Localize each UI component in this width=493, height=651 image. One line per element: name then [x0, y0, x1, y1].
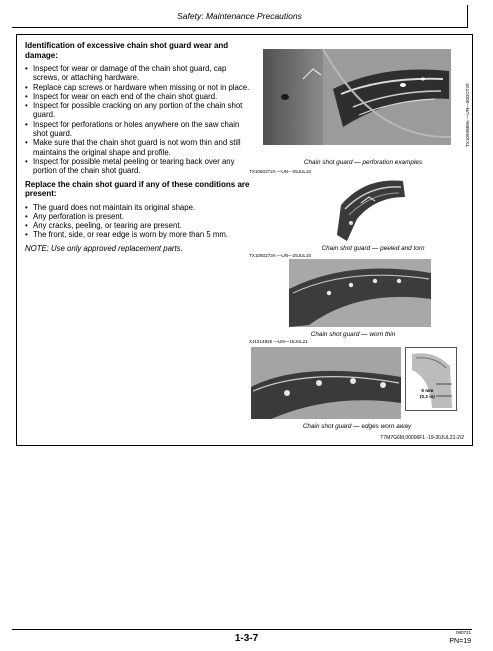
list-item: • Any perforation is present. [25, 212, 253, 221]
perforation-photo [263, 49, 451, 145]
revision-code: 080721 [455, 630, 471, 635]
list-item: • Inspect for perforations or holes anywhere on the saw chain shot guard. [25, 120, 253, 139]
text-column [25, 41, 253, 253]
figure-ref-1: TX1060272A —UN—25JUL10 [249, 169, 312, 174]
dimension-mm: 5 mm [421, 388, 434, 393]
section-title-identification: Identification of excessive chain shot guard wear and damage: [25, 41, 229, 60]
figure-ref-3: XJ1314825 —UN—15JUL21 [249, 339, 308, 344]
section-title-replace: Replace the chain shot guard if any of these conditions are present: [25, 179, 250, 199]
list-item: • Inspect for possible cracking on any portion of the chain shot guard. [25, 101, 253, 120]
figure-ref-side: TX1094889A —UN—30OCT20 [465, 83, 470, 147]
note-text: NOTE: Use only approved replacement parts. [25, 243, 183, 253]
content-panel [16, 34, 473, 446]
figure-caption-edges: Chain shot guard — edges worn away [302, 423, 412, 430]
pn-label: PN=19 [449, 638, 471, 645]
footer-divider [12, 629, 472, 630]
inspection-list [25, 64, 253, 176]
list-item: • The front, side, or rear edge is worn by more than 5 mm. [25, 230, 253, 239]
list-item: • Replace cap screws or hardware when missing or not in place. [25, 83, 253, 92]
page-title: Safety: Maintenance Precautions [177, 11, 302, 21]
replace-conditions-list [25, 203, 253, 240]
peeled-torn-photo [335, 175, 407, 241]
page-header [12, 5, 468, 28]
edges-worn-photo [251, 347, 401, 419]
figure-caption-peeled: Chain shot guard — peeled and torn [321, 245, 425, 252]
edge-detail-art [406, 348, 456, 410]
list-item: • Inspect for wear on each end of the chain shot guard. [25, 92, 253, 101]
figure-caption-worn-thin: Chain shot guard — worn thin [310, 331, 396, 338]
worn-thin-photo-art [289, 259, 431, 327]
peeled-torn-photo-art [335, 175, 407, 241]
list-item: • Any cracks, peeling, or tearing are present. [25, 221, 253, 230]
list-item: • The guard does not maintain its original shape. [25, 203, 253, 212]
edge-detail-inset [405, 347, 457, 411]
figure-caption-perforation: Chain shot guard — perforation examples [303, 159, 423, 166]
list-item: • Make sure that the chain shot guard is not worn thin and still maintains the original shape and profile. [25, 138, 253, 157]
page-number: 1-3-7 [234, 633, 259, 644]
edges-worn-photo-art [251, 347, 401, 419]
figure-ref-2: TX1060273A —UN—25JUL10 [249, 253, 312, 258]
worn-thin-photo [289, 259, 431, 327]
document-id: T7M7G6M,00006F1 -19-30JUL21-2/2 [380, 435, 464, 441]
perforation-photo-art [263, 49, 451, 145]
list-item: • Inspect for possible metal peeling or tearing back over any portion of the chain shot guard. [25, 157, 253, 176]
dimension-in: (0.2 in) [420, 393, 435, 399]
list-item: • Inspect for wear or damage of the chain shot guard, cap screws, or attaching hardware. [25, 64, 253, 83]
dimension-label [420, 388, 435, 399]
